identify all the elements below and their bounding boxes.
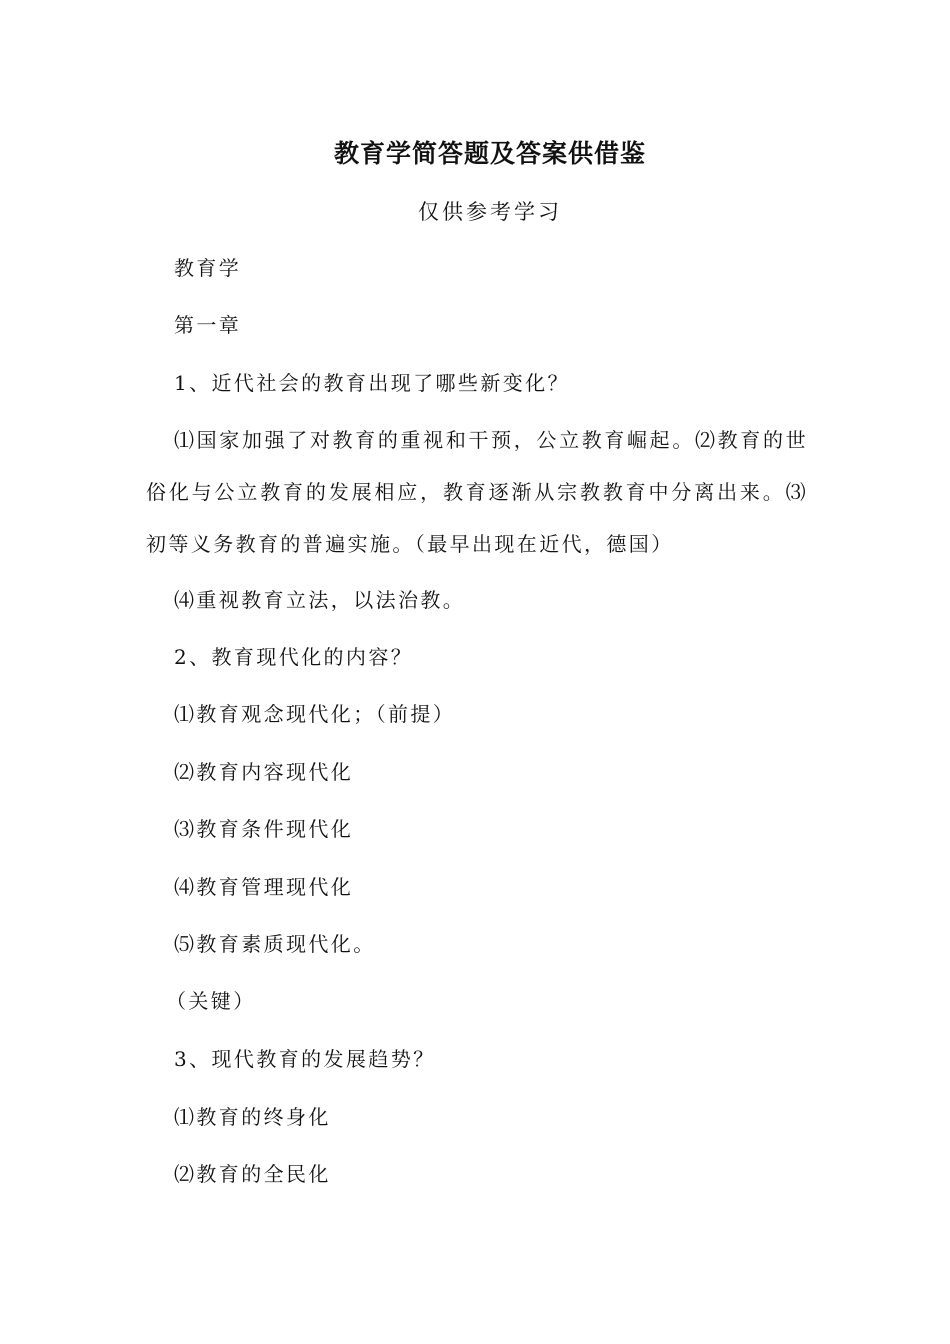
answer-2-item-2: ⑵教育内容现代化 [174, 760, 354, 784]
question-2: 2、教育现代化的内容？ [174, 645, 414, 669]
answer-2-item-5: ⑸教育素质现代化。 [174, 932, 376, 956]
answer-2-item-3: ⑶教育条件现代化 [174, 817, 354, 841]
document-title: 教育学简答题及答案供借鉴 [333, 139, 646, 168]
answer-1-item-4: ⑷重视教育立法，以法治教。 [174, 588, 466, 612]
question-1: 1、近代社会的教育出现了哪些新变化？ [174, 371, 570, 395]
answer-2-item-1: ⑴教育观念现代化；（前提） [174, 702, 456, 726]
question-3: 3、现代教育的发展趋势？ [174, 1047, 436, 1071]
answer-3-item-2: ⑵教育的全民化 [174, 1162, 331, 1186]
document-subtitle: 仅供参考学习 [418, 200, 562, 224]
section-heading: 教育学 [174, 256, 242, 280]
answer-2-note: （关键） [166, 989, 256, 1013]
answer-2-item-4: ⑷教育管理现代化 [174, 875, 354, 899]
chapter-heading: 第一章 [174, 313, 242, 337]
answer-3-item-1: ⑴教育的终身化 [174, 1105, 331, 1129]
answer-1-paragraph: ⑴国家加强了对教育的重视和干预，公立教育崛起。⑵教育的世俗化与公立教育的发展相应，教育逐渐从宗教教育中分离出来。⑶初等义务教育的普遍实施。（最早出现在近代，德国） [146, 428, 808, 556]
